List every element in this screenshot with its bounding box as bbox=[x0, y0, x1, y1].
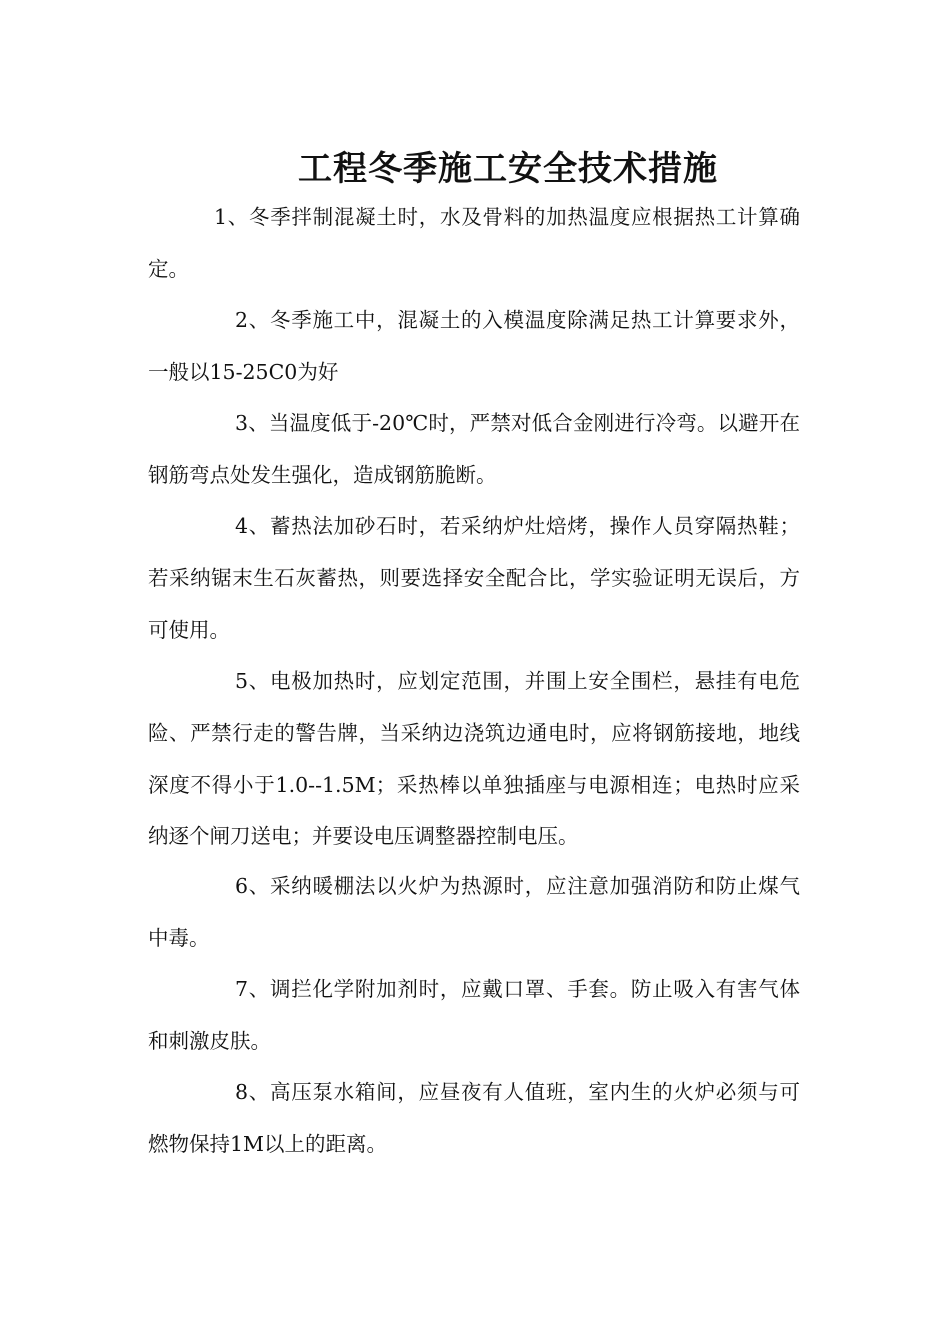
clause-1: 1、冬季拌制混凝土时，水及骨料的加热温度应根据热工计算确定。 bbox=[148, 205, 800, 281]
clause-3: 3、当温度低于-20℃时，严禁对低合金刚进行冷弯。以避开在钢筋弯点处发生强化，造成钢筋脆断。 bbox=[148, 411, 800, 487]
clause-6: 6、采纳暖棚法以火炉为热源时，应注意加强消防和防止煤气中毒。 bbox=[148, 874, 800, 950]
document-title: 工程冬季施工安全技术措施 bbox=[298, 148, 718, 189]
clause-4: 4、蓄热法加砂石时，若采纳炉灶焙烤，操作人员穿隔热鞋；若采纳锯末生石灰蓄热，则要选择安全配合比，学实验证明无误后，方可使用。 bbox=[148, 514, 800, 642]
clause-2: 2、冬季施工中，混凝土的入模温度除满足热工计算要求外，一般以15-25C0为好 bbox=[148, 308, 800, 384]
clause-5: 5、电极加热时，应划定范围，并围上安全围栏，悬挂有电危险、严禁行走的警告牌，当采纳边浇筑边通电时，应将钢筋接地，地线深度不得小于1.0--1.5M；采热棒以单独插座与电源相连；电热时应采纳逐个闸刀送电；并要设电压调整器控制电压。 bbox=[148, 669, 800, 849]
clause-8: 8、高压泵水箱间，应昼夜有人值班，室内生的火炉必须与可燃物保持1M以上的距离。 bbox=[148, 1080, 800, 1156]
clause-7: 7、调拦化学附加剂时，应戴口罩、手套。防止吸入有害气体和刺激皮肤。 bbox=[148, 977, 800, 1053]
